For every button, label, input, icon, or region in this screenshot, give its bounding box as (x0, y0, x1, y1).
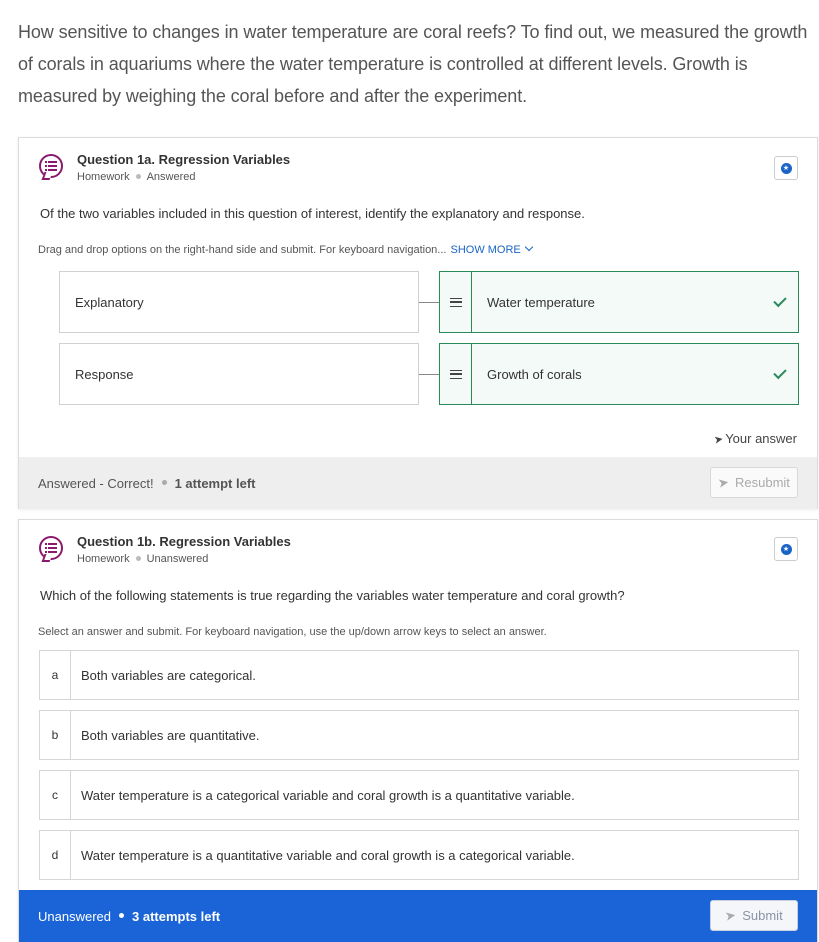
attempts-left: 1 attempt left (174, 475, 256, 491)
checkmark-icon (773, 293, 786, 306)
submit-button[interactable]: ➤ Submit (710, 900, 798, 931)
question-instructions: Drag and drop options on the right-hand side and submit. For keyboard navigation... SHOW MORE (38, 244, 532, 256)
answer-option-a[interactable] (39, 650, 799, 700)
drop-target-explanatory: Explanatory (59, 271, 419, 333)
option-letter: c (40, 771, 71, 819)
question-type: Homework (77, 553, 130, 565)
option-letter: a (40, 651, 71, 699)
question-meta (77, 171, 196, 183)
question-status: Answered (146, 171, 196, 183)
paper-plane-icon: ➤ (724, 906, 738, 924)
question-title: Question 1b. Regression Variables (77, 534, 291, 549)
bookmark-button[interactable] (774, 156, 798, 180)
star-icon: ★ (781, 163, 792, 174)
answer-text: Water temperature (487, 294, 595, 310)
footer-status: Answered - Correct! (38, 475, 154, 491)
resubmit-button[interactable]: ➤ Resubmit (710, 467, 798, 498)
question-card-1a (18, 137, 818, 509)
intro-paragraph: How sensitive to changes in water temperature are coral reefs? To find out, we measured the growth of corals in aquariums where the water temperature is controlled at different levels. Growth is measured by weighing the coral before and after the experiment. (18, 22, 808, 106)
footer-status: Unanswered (38, 908, 111, 924)
option-text: Both variables are categorical. (81, 667, 256, 683)
question-text: Which of the following statements is true regarding the variables water temperature and coral growth? (40, 588, 625, 603)
your-answer-label: ➤Your answer (713, 431, 797, 447)
checkmark-icon (773, 365, 786, 378)
attempts-left: 3 attempts left (132, 908, 221, 924)
drag-handle-icon[interactable] (440, 272, 472, 332)
question-instructions: Select an answer and submit. For keyboard navigation, use the up/down arrow keys to select an answer. (38, 626, 547, 638)
connector-line (419, 302, 439, 303)
option-letter: d (40, 831, 71, 879)
star-icon: ★ (781, 544, 792, 555)
draggable-answer[interactable] (439, 271, 799, 333)
paper-plane-icon: ➤ (713, 433, 725, 447)
answer-text: Growth of corals (487, 366, 582, 382)
question-type: Homework (77, 171, 130, 183)
option-text: Water temperature is a categorical variable and coral growth is a quantitative variable. (81, 787, 575, 803)
draggable-answer[interactable] (439, 343, 799, 405)
show-more-link[interactable]: SHOW MORE (450, 244, 531, 256)
question-bubble-icon (39, 536, 63, 560)
question-text: Of the two variables included in this question of interest, identify the explanatory and response. (40, 206, 585, 221)
question-bubble-icon (39, 154, 63, 178)
question-title: Question 1a. Regression Variables (77, 152, 291, 167)
paper-plane-icon: ➤ (716, 473, 731, 491)
answer-option-d[interactable] (39, 830, 799, 880)
question-meta (77, 553, 208, 565)
drop-target-response: Response (59, 343, 419, 405)
option-text: Both variables are quantitative. (81, 727, 260, 743)
connector-line (419, 374, 439, 375)
question-footer (19, 890, 817, 942)
question-status: Unanswered (146, 553, 209, 565)
chevron-down-icon (525, 243, 533, 251)
drag-handle-icon[interactable] (440, 344, 472, 404)
bookmark-button[interactable] (774, 537, 798, 561)
question-footer (19, 457, 817, 509)
question-card-1b (18, 519, 818, 942)
answer-option-c[interactable] (39, 770, 799, 820)
option-letter: b (40, 711, 71, 759)
answer-option-b[interactable] (39, 710, 799, 760)
option-text: Water temperature is a quantitative variable and coral growth is a categorical variable. (81, 847, 575, 863)
